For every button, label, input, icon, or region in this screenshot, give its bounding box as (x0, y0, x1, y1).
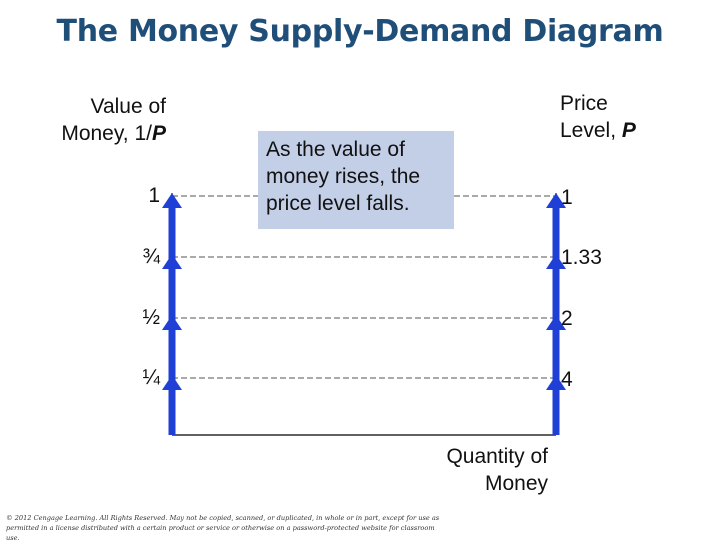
callout-line2: money rises, the (266, 165, 421, 188)
right-tick-3: 2 (561, 307, 573, 330)
x-axis-label-line1: Quantity of (446, 445, 548, 468)
left-arrow-head-3 (162, 315, 182, 330)
left-arrow-head-2 (162, 254, 182, 269)
page-title: The Money Supply-Demand Diagram (56, 14, 664, 49)
left-tick-4: ¼ (142, 366, 160, 389)
left-axis-label-text: Money, 1/ (61, 122, 152, 145)
left-axis-label-line1: Value of (90, 95, 166, 118)
left-arrow-head-1 (162, 193, 182, 208)
left-tick-3: ½ (142, 306, 160, 329)
right-axis-variable: P (621, 119, 636, 142)
copyright-line2: permitted in a license distributed with a certain product or service or otherwise on a password-protected website for classroom use. (6, 524, 435, 542)
x-axis-label-line2: Money (484, 472, 548, 495)
left-arrow (162, 193, 182, 435)
copyright-notice (6, 513, 446, 543)
right-tick-1: 1 (561, 186, 573, 209)
callout-line1: As the value of (266, 138, 405, 161)
left-axis-variable: P (151, 122, 166, 145)
x-axis-label (400, 443, 548, 497)
callout-box (258, 131, 454, 229)
left-arrow-head-4 (162, 375, 182, 390)
callout-line3: price level falls. (266, 192, 410, 215)
right-axis-label-line1: Price (560, 92, 608, 115)
right-axis-label-text: Level, (560, 119, 622, 142)
right-tick-4: 4 (561, 368, 573, 391)
left-tick-2: ¾ (142, 245, 160, 268)
axes (172, 193, 556, 435)
right-tick-2: 1.33 (561, 246, 602, 269)
copyright-line1: © 2012 Cengage Learning. All Rights Reserved. May not be copied, scanned, or duplicated, in whole or in part, except for use as (6, 514, 440, 522)
left-tick-1: 1 (148, 184, 160, 207)
